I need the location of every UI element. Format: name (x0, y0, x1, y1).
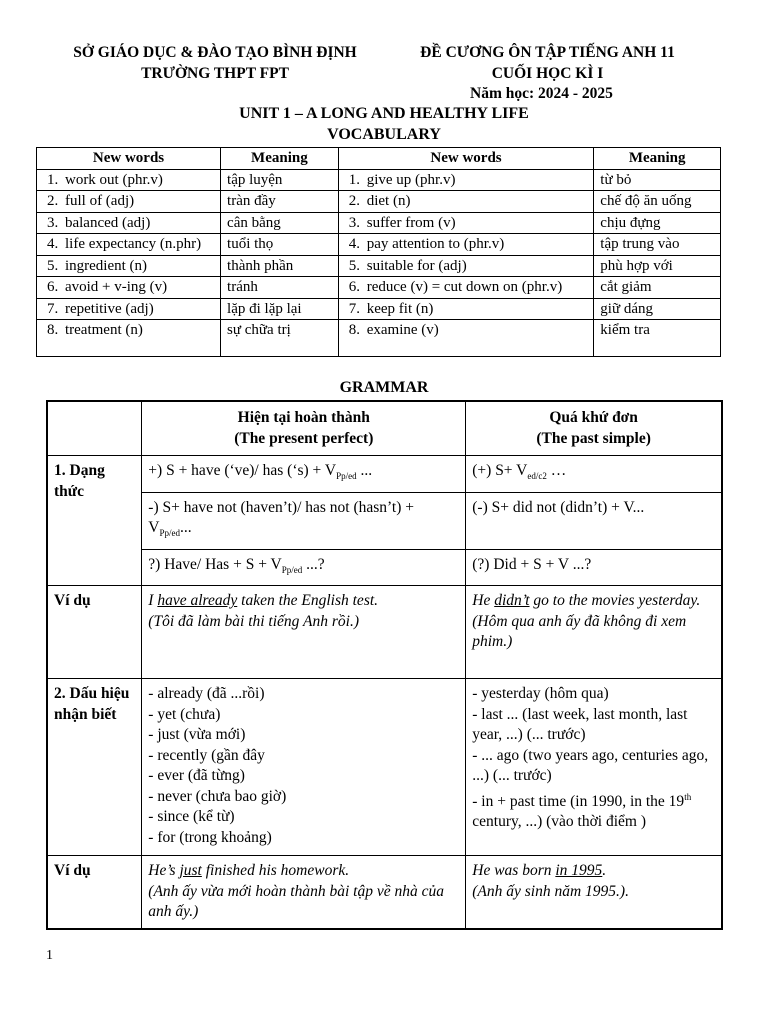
ps-ex2-part: . (602, 862, 607, 880)
pp-ex1-part: taken the English test. (237, 592, 379, 610)
vocabulary-row (37, 277, 721, 299)
document-subtitle: CUỐI HỌC KÌ I (491, 65, 604, 82)
word-meaning: tập luyện (221, 169, 339, 191)
ps-ex1-part: go to the movies yesterday. (529, 592, 701, 610)
ps-sign4-sup: th (684, 791, 692, 802)
school-year: Năm học: 2024 - 2025 (470, 85, 613, 102)
word-number: 3. (37, 212, 61, 234)
ps-ex2-translation: (Anh ấy sinh năm 1995.). (472, 882, 629, 900)
example-label: Ví dụ (47, 856, 142, 929)
vocabulary-header-row (37, 148, 721, 170)
word-number: 8. (37, 320, 61, 357)
ps-ex1-translation: (Hôm qua anh ấy đã không đi xem phim.) (472, 612, 687, 651)
signs-row (47, 679, 722, 856)
form-row-negative (47, 492, 722, 549)
ps-sign-item: - ... ago (two years ago, centuries ago, ...) (... trước) (472, 746, 709, 785)
new-word: treatment (n) (61, 320, 221, 357)
new-word: avoid + v-ing (v) (61, 277, 221, 299)
form-row-question (47, 549, 722, 586)
ps-ex1-part: He (472, 592, 495, 610)
word-number: 2. (37, 191, 61, 213)
document-title: ĐỀ CƯƠNG ÔN TẬP TIẾNG ANH 11 (420, 44, 675, 61)
pp-sign-item: - yet (chưa) (148, 705, 221, 723)
present-perfect-en: (The present perfect) (234, 429, 374, 447)
word-meaning: kiểm tra (594, 320, 721, 357)
new-word: pay attention to (phr.v) (363, 234, 594, 256)
vocabulary-row (37, 212, 721, 234)
example-row-1 (47, 586, 722, 679)
new-word: ingredient (n) (61, 255, 221, 277)
pp-ex2-part: finished his homework. (201, 862, 350, 880)
new-word: examine (v) (363, 320, 594, 357)
pp-sign-item: - recently (gần đây (148, 746, 265, 764)
pp-question-form (142, 549, 466, 586)
word-meaning: tránh (221, 277, 339, 299)
ps-sign-item: - last ... (last week, last month, last year, ...) (... trước) (472, 705, 688, 744)
header-meaning: Meaning (221, 148, 339, 170)
pp-positive-sub: Pp/ed (336, 471, 357, 482)
form-label: 1. Dạng thức (47, 456, 142, 586)
ps-sign-item: - yesterday (hôm qua) (472, 685, 609, 703)
pp-signs (142, 679, 466, 856)
ps-example-1 (466, 586, 722, 679)
ps-example-2 (466, 856, 722, 929)
word-number: 1. (338, 169, 362, 191)
word-number: 5. (37, 255, 61, 277)
past-simple-vi: Quá khứ đơn (549, 409, 638, 426)
pp-sign-item: - since (kể từ) (148, 808, 235, 826)
word-meaning: từ bỏ (594, 169, 721, 191)
word-number: 6. (338, 277, 362, 299)
pp-ex2-translation: (Anh ấy vừa mới hoàn thành bài tập về nhà của anh ấy.) (148, 882, 444, 921)
word-number: 5. (338, 255, 362, 277)
new-word: reduce (v) = cut down on (phr.v) (363, 277, 594, 299)
new-word: diet (n) (363, 191, 594, 213)
pp-ex2-part: He’s (148, 862, 180, 880)
ps-sign4-text: - in + past time (in 1990, in the 19 (472, 792, 685, 810)
vocabulary-row (37, 255, 721, 277)
new-word: full of (adj) (61, 191, 221, 213)
pp-ex1-part: I (148, 592, 158, 610)
pp-sign-item: - never (chưa bao giờ) (148, 787, 287, 805)
word-meaning: chịu đựng (594, 212, 721, 234)
vocabulary-row (37, 191, 721, 213)
example-label: Ví dụ (47, 586, 142, 679)
ps-negative-form: (-) S+ did not (didn’t) + V... (466, 492, 722, 549)
page-number: 1 (46, 948, 53, 963)
past-simple-en: (The past simple) (536, 429, 651, 447)
department-name: SỞ GIÁO DỤC & ĐÀO TẠO BÌNH ĐỊNH (73, 44, 357, 61)
pp-example-1 (142, 586, 466, 679)
grammar-header-row (47, 401, 722, 456)
new-word: balanced (adj) (61, 212, 221, 234)
word-number: 8. (338, 320, 362, 357)
new-word: life expectancy (n.phr) (61, 234, 221, 256)
present-perfect-vi: Hiện tại hoàn thành (237, 409, 370, 426)
pp-question-end: ...? (302, 555, 325, 573)
ps-ex2-underlined: in 1995 (555, 862, 603, 880)
ps-positive-sub: ed/c2 (527, 471, 547, 482)
word-number: 4. (338, 234, 362, 256)
pp-example-2 (142, 856, 466, 929)
pp-sign-item: - just (vừa mới) (148, 726, 246, 744)
word-number: 7. (37, 298, 61, 320)
word-number: 1. (37, 169, 61, 191)
signs-label: 2. Dấu hiệu nhận biết (47, 679, 142, 856)
vocabulary-table (36, 147, 721, 357)
word-meaning: chế độ ăn uống (594, 191, 721, 213)
word-meaning: tuổi thọ (221, 234, 339, 256)
word-meaning: giữ dáng (594, 298, 721, 320)
pp-positive-text: +) S + have (‘ve)/ has (‘s) + V (148, 462, 337, 479)
ps-positive-end: … (546, 462, 567, 479)
header-new-words: New words (338, 148, 594, 170)
empty-cell (47, 401, 142, 456)
word-meaning: tập trung vào (594, 234, 721, 256)
vocabulary-row (37, 234, 721, 256)
vocabulary-heading: VOCABULARY (327, 126, 441, 143)
header-meaning: Meaning (594, 148, 721, 170)
pp-ex2-underlined: just (179, 862, 202, 880)
pp-question-text: ?) Have/ Has + S + V (148, 555, 282, 573)
pp-sign-item: - ever (đã từng) (148, 767, 245, 785)
pp-ex1-translation: (Tôi đã làm bài thi tiếng Anh rồi.) (148, 612, 359, 630)
school-header (40, 42, 390, 84)
word-number: 6. (37, 277, 61, 299)
school-name: TRƯỜNG THPT FPT (141, 65, 289, 82)
header-new-words: New words (37, 148, 221, 170)
pp-negative-form (142, 492, 466, 549)
pp-negative-sub: Pp/ed (159, 528, 181, 539)
grammar-table (46, 400, 723, 930)
pp-question-sub: Pp/ed (281, 564, 303, 575)
new-word: repetitive (adj) (61, 298, 221, 320)
new-word: suitable for (adj) (363, 255, 594, 277)
word-meaning: lặp đi lặp lại (221, 298, 339, 320)
word-number: 3. (338, 212, 362, 234)
ps-positive-form (466, 456, 722, 493)
ps-signs (466, 679, 722, 856)
pp-negative-text: -) S+ have not (haven’t)/ has not (hasn’t) + V (148, 498, 415, 537)
ps-positive-text: (+) S+ V (472, 462, 528, 479)
pp-negative-end: ... (180, 519, 192, 537)
word-number: 4. (37, 234, 61, 256)
pp-positive-end: ... (356, 462, 373, 479)
word-meaning: sự chữa trị (221, 320, 339, 357)
document-header (395, 42, 700, 84)
word-meaning: cắt giảm (594, 277, 721, 299)
vocabulary-row (37, 169, 721, 191)
pp-ex1-underlined: have already (157, 592, 238, 610)
ps-sign4-end: century, ...) (vào thời điểm ) (472, 813, 647, 831)
ps-ex1-underlined: didn’t (494, 592, 530, 610)
ps-question-form: (?) Did + S + V ...? (466, 549, 722, 586)
form-row-positive (47, 456, 722, 493)
present-perfect-header (142, 401, 466, 456)
pp-sign-item: - for (trong khoảng) (148, 828, 272, 846)
word-meaning: thành phần (221, 255, 339, 277)
unit-title: UNIT 1 – A LONG AND HEALTHY LIFE (239, 105, 529, 122)
vocabulary-row (37, 298, 721, 320)
example-row-2 (47, 856, 722, 929)
past-simple-header (466, 401, 722, 456)
word-meaning: cân bằng (221, 212, 339, 234)
word-meaning: phù hợp với (594, 255, 721, 277)
new-word: work out (phr.v) (61, 169, 221, 191)
vocabulary-row (37, 320, 721, 357)
pp-positive-form (142, 456, 466, 493)
grammar-heading: GRAMMAR (339, 379, 429, 396)
pp-sign-item: - already (đã ...rồi) (148, 685, 265, 703)
new-word: suffer from (v) (363, 212, 594, 234)
new-word: keep fit (n) (363, 298, 594, 320)
ps-ex2-part: He was born (472, 862, 556, 880)
new-word: give up (phr.v) (363, 169, 594, 191)
word-meaning: tràn đầy (221, 191, 339, 213)
ps-sign-item (472, 787, 715, 833)
word-number: 2. (338, 191, 362, 213)
word-number: 7. (338, 298, 362, 320)
